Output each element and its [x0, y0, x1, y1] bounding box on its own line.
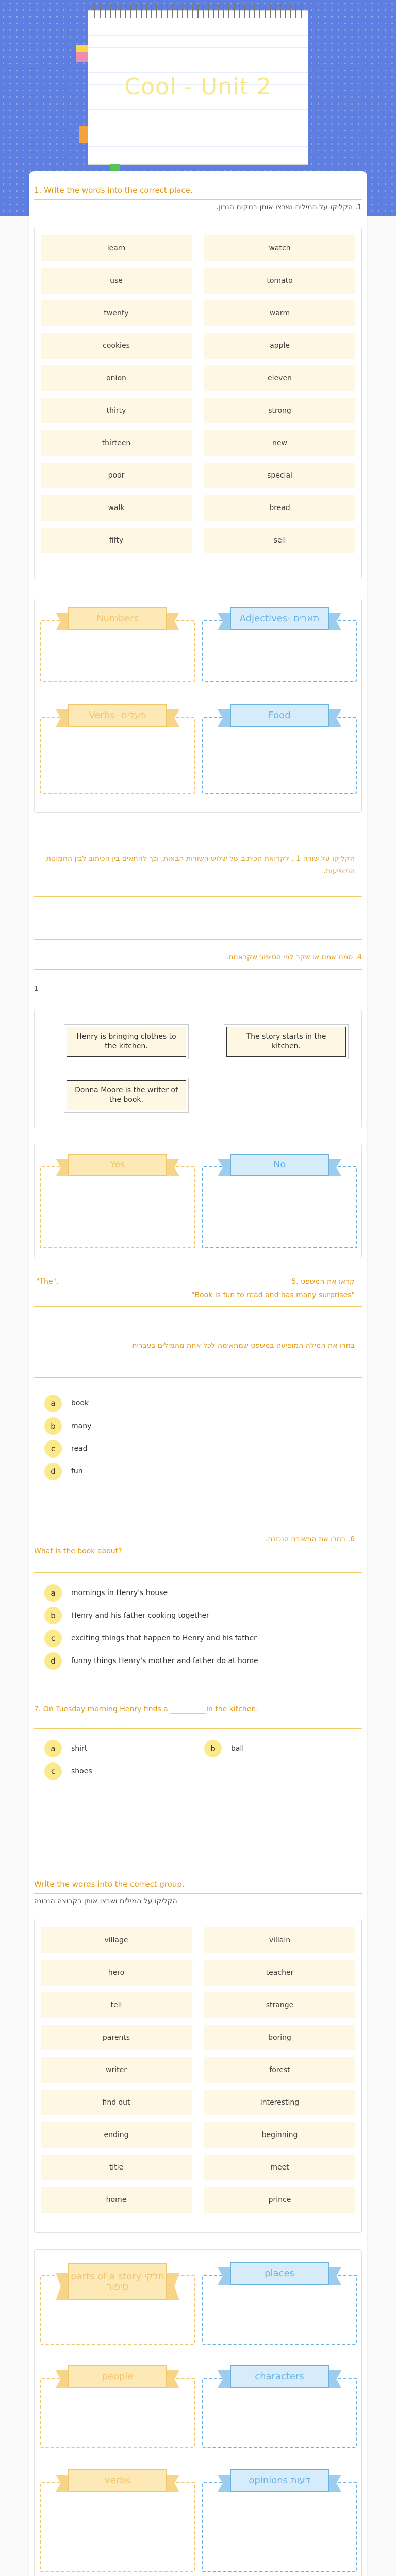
sentence-card-henry[interactable]: Henry is bringing clothes to the kitchen.	[67, 1027, 186, 1057]
drop-zone-parts-of-story[interactable]	[40, 2271, 195, 2345]
q5-option-d[interactable]	[34, 1460, 362, 1483]
q5-option-a[interactable]	[34, 1392, 362, 1415]
word-chip[interactable]: prince	[204, 2187, 355, 2213]
option-text: fun	[71, 1467, 83, 1476]
word-chip[interactable]: tomato	[204, 268, 355, 294]
group-label-opinions: opinions דעות	[230, 2469, 329, 2492]
word-chip[interactable]: forest	[204, 2057, 355, 2083]
q2-divider-2	[34, 939, 362, 940]
option-text: read	[71, 1445, 88, 1453]
group-label-people: people	[68, 2365, 167, 2388]
group-label-parts: parts of a story חלקי סיפור	[68, 2263, 167, 2300]
q6-option-c[interactable]	[34, 1627, 362, 1650]
option-letter: c	[44, 1630, 62, 1647]
word-chip[interactable]: teacher	[204, 1960, 355, 1986]
q3-title: 4. סמנו אמת או שקר לפי הסיפור שקראתם.	[226, 953, 362, 961]
drop-zone-people[interactable]	[40, 2371, 195, 2448]
word-chip[interactable]: hero	[41, 1960, 192, 1986]
option-text: many	[71, 1422, 92, 1430]
group-label-verbs-2: verbs	[68, 2469, 167, 2492]
word-chip[interactable]: villain	[204, 1927, 355, 1953]
word-chip[interactable]: cookies	[41, 333, 192, 359]
word-chip[interactable]: special	[204, 463, 355, 488]
q1-groups-panel	[34, 599, 362, 813]
drop-zone-characters[interactable]	[202, 2371, 357, 2448]
word-chip[interactable]: apple	[204, 333, 355, 359]
q7-option-b[interactable]	[204, 1737, 244, 1760]
q5-line1-en: "The",	[36, 1278, 59, 1286]
word-chip[interactable]: interesting	[204, 2090, 355, 2115]
q2-instruction: הקליקו על שורה 1 , לקרואת הכיתוב של שלוש השורות הבאות, וכך להתאים בין הכיתוב לבין התמונות המופיעות.	[46, 855, 355, 875]
word-chip[interactable]: tell	[41, 1992, 192, 2018]
word-chip[interactable]: home	[41, 2187, 192, 2213]
word-chip[interactable]: thirty	[41, 398, 192, 423]
group-label-adjectives: Adjectives- תארים	[230, 607, 329, 630]
drop-zone-yes[interactable]	[40, 1159, 195, 1248]
drop-zone-food[interactable]	[202, 710, 357, 794]
word-chip[interactable]: boring	[204, 2025, 355, 2050]
option-text: shoes	[71, 1767, 92, 1775]
q5-divider	[34, 1306, 362, 1307]
word-chip[interactable]: title	[41, 2155, 192, 2180]
word-chip[interactable]: village	[41, 1927, 192, 1953]
option-letter: b	[44, 1607, 62, 1624]
q8-header	[34, 1879, 362, 1905]
letter-b: b	[204, 1740, 222, 1757]
q8-groups-panel	[34, 2249, 362, 2576]
q7-options	[34, 1737, 362, 1789]
word-chip[interactable]: fifty	[41, 528, 192, 553]
drop-zone-numbers[interactable]	[40, 613, 195, 682]
q3-number: 1	[34, 985, 39, 993]
q7-option-c[interactable]	[44, 1760, 92, 1783]
q6-title-en: What is the book about?	[34, 1547, 122, 1555]
q5-option-c[interactable]	[34, 1437, 362, 1460]
word-chip[interactable]: new	[204, 430, 355, 456]
q3-divider	[34, 969, 362, 970]
q1-title: 1. Write the words into the correct place.	[34, 185, 362, 200]
option-text: exciting things that happen to Henry and his father	[71, 1634, 257, 1642]
q1-subtitle: 1. הקליקו על המילים ושבצו אותן במקום הנכון.	[216, 203, 362, 211]
word-chip[interactable]: writer	[41, 2057, 192, 2083]
letter-a: a	[44, 1740, 62, 1757]
q6-option-a[interactable]	[34, 1582, 362, 1604]
word-chip[interactable]: thirteen	[41, 430, 192, 456]
q6-options	[34, 1582, 362, 1672]
q5-line1	[34, 1278, 362, 1290]
group-label-food: Food	[230, 704, 329, 727]
q1-chip-grid	[35, 227, 361, 562]
drop-zone-opinions[interactable]	[202, 2475, 357, 2572]
group-label-verbs: Verbs- פעלים	[68, 704, 167, 727]
option-letter: d	[44, 1463, 62, 1480]
word-chip[interactable]: meet	[204, 2155, 355, 2180]
q5-line3: בחרו את המילה המופיעה במשפט שמתאימה לכל אחת מהמילים בעברית	[132, 1342, 355, 1350]
q6-option-b[interactable]	[34, 1604, 362, 1627]
option-text: ball	[231, 1744, 244, 1753]
drop-zone-verbs[interactable]	[40, 710, 195, 794]
q8-subtitle: הקליקו על המילים ושבצו אותן בקבוצה הנכונה	[34, 1897, 177, 1905]
drop-zone-adjectives[interactable]	[202, 613, 357, 682]
notebook	[88, 10, 308, 165]
q6-title-he: 6. בחרו את התשובה הנכונה.	[265, 1535, 355, 1544]
option-letter: a	[44, 1584, 62, 1602]
word-chip[interactable]: poor	[41, 463, 192, 488]
q8-chip-grid	[35, 1919, 361, 2221]
group-label-numbers: Numbers	[68, 607, 167, 630]
word-chip[interactable]: twenty	[41, 300, 192, 326]
option-letter: a	[44, 1395, 62, 1412]
word-chip[interactable]: learn	[41, 235, 192, 261]
q1-header	[34, 185, 362, 211]
group-label-yes: Yes	[68, 1154, 167, 1176]
q6-divider	[34, 1572, 362, 1573]
q5-options	[34, 1392, 362, 1483]
word-chip[interactable]: bread	[204, 495, 355, 521]
q8-title: Write the words into the correct group.	[34, 1879, 362, 1894]
word-chip[interactable]: strange	[204, 1992, 355, 2018]
group-label-characters: characters	[230, 2365, 329, 2388]
drop-zone-no[interactable]	[202, 1159, 357, 1248]
q3-sentences-panel	[34, 1009, 362, 1128]
word-chip[interactable]: find out	[41, 2090, 192, 2115]
word-chip[interactable]: walk	[41, 495, 192, 521]
q6-option-d[interactable]	[34, 1650, 362, 1672]
q5-option-b[interactable]	[34, 1415, 362, 1437]
option-text: Henry and his father cooking together	[71, 1612, 209, 1620]
word-chip[interactable]: parents	[41, 2025, 192, 2050]
notebook-spiral	[92, 4, 304, 18]
tab-pink	[76, 52, 88, 62]
q7-title: 7. On Tuesday morning Henry finds a __________in the kitchen.	[34, 1705, 258, 1714]
word-chip[interactable]: watch	[204, 235, 355, 261]
drop-zone-places[interactable]	[202, 2268, 357, 2345]
drop-zone-verbs-2[interactable]	[40, 2475, 195, 2572]
q2-divider	[34, 896, 362, 897]
q5-line2: "Book is fun to read and has many surprises"	[191, 1291, 355, 1299]
q8-word-bank	[34, 1919, 362, 2233]
letter-c: c	[44, 1762, 62, 1780]
option-letter: b	[44, 1417, 62, 1435]
word-chip[interactable]: strong	[204, 398, 355, 423]
word-chip[interactable]: eleven	[204, 365, 355, 391]
word-chip[interactable]: sell	[204, 528, 355, 553]
option-text: shirt	[71, 1744, 88, 1753]
word-chip[interactable]: use	[41, 268, 192, 294]
q7-option-a[interactable]	[44, 1737, 87, 1760]
q5-line1-he: 5. קראו את המשפט	[291, 1278, 355, 1286]
option-letter: c	[44, 1440, 62, 1458]
sentence-card-writer[interactable]: Donna Moore is the writer of the book.	[67, 1080, 186, 1110]
q5-divider-2	[34, 1377, 362, 1378]
group-label-places: places	[230, 2262, 329, 2285]
word-chip[interactable]: beginning	[204, 2122, 355, 2148]
option-text: mornings in Henry's house	[71, 1589, 168, 1597]
option-letter: d	[44, 1652, 62, 1670]
q3-groups-panel	[34, 1144, 362, 1258]
option-text: book	[71, 1399, 89, 1408]
sentence-card-story-start[interactable]: The story starts in the kitchen.	[226, 1027, 346, 1057]
word-chip[interactable]: onion	[41, 365, 192, 391]
group-label-no: No	[230, 1154, 329, 1176]
q7-divider	[34, 1728, 362, 1729]
word-chip[interactable]: ending	[41, 2122, 192, 2148]
q1-word-bank	[34, 227, 362, 579]
worksheet-title: Cool - Unit 2	[124, 74, 272, 100]
option-text: funny things Henry's mother and father do at home	[71, 1657, 258, 1665]
word-chip[interactable]: warm	[204, 300, 355, 326]
